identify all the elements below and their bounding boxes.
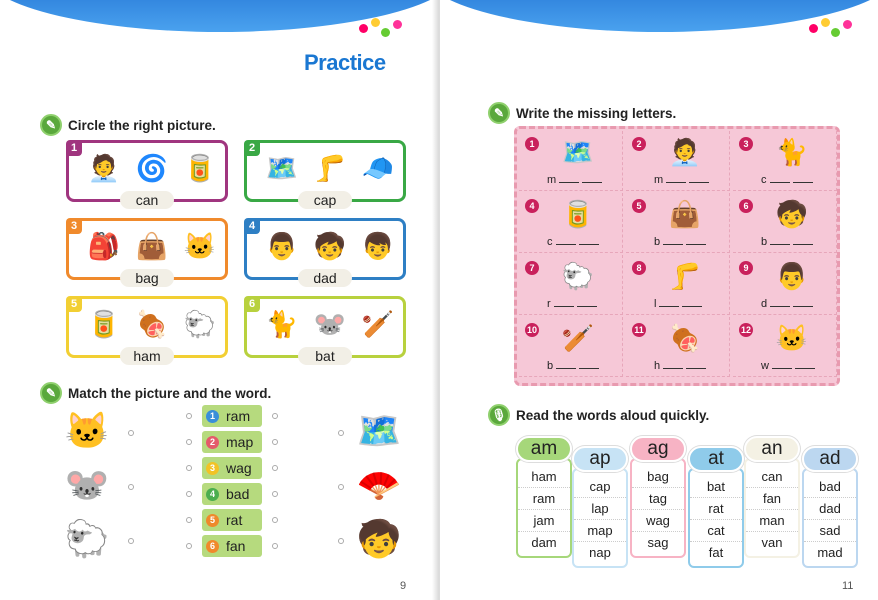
start-letter: w: [761, 360, 769, 372]
cell-number: 11: [632, 323, 646, 337]
cell-number: 4: [525, 199, 539, 213]
family-word: bat: [690, 476, 742, 498]
match-dot[interactable]: [272, 413, 278, 419]
missing-letter-cell: [626, 255, 730, 315]
match-dot[interactable]: [186, 543, 192, 549]
cell-picture: 👨: [775, 260, 809, 291]
match-word-number: 3: [206, 462, 219, 475]
match-word-number: 4: [206, 488, 219, 501]
blank-2[interactable]: [793, 175, 813, 183]
circle-item-2: [244, 140, 406, 208]
pencil-icon: ✎: [488, 102, 510, 124]
word-label: bag: [120, 269, 174, 287]
cell-picture: 🧒: [775, 198, 809, 229]
family-word: sad: [804, 520, 856, 542]
item-number: 1: [66, 140, 82, 156]
match-dot[interactable]: [272, 465, 278, 471]
start-letter: m: [654, 174, 664, 186]
cell-number: 9: [739, 261, 753, 275]
start-letter: m: [547, 174, 557, 186]
family-word: jam: [518, 510, 570, 532]
picture-row: [87, 305, 217, 343]
missing-letter-cell: [626, 317, 730, 377]
start-letter: l: [654, 298, 657, 310]
cell-picture: 🧑‍💼: [668, 136, 702, 167]
blank-1[interactable]: [772, 361, 792, 369]
match-word-number: 6: [206, 540, 219, 553]
blank-1[interactable]: [663, 361, 683, 369]
missing-letter-cell: [519, 255, 623, 315]
picture-option[interactable]: 🧒: [313, 231, 347, 261]
picture-row: [265, 305, 395, 343]
start-letter: d: [761, 298, 768, 310]
family-word: fat: [708, 545, 724, 560]
cell-picture: 🥫: [561, 198, 595, 229]
circle-item-6: [244, 296, 406, 364]
picture-option[interactable]: 🗺️: [265, 153, 299, 183]
cell-picture: 👜: [668, 198, 702, 229]
picture-option[interactable]: 🌀: [135, 153, 169, 183]
match-right-picture: 🪭: [356, 464, 402, 505]
family-heading: ad: [802, 446, 858, 472]
family-word: bad: [804, 476, 856, 498]
letter-line[interactable]: [761, 298, 813, 310]
match-word-label: rat: [226, 512, 243, 528]
page-title: Practice: [304, 50, 386, 75]
word-family-ap: [572, 446, 628, 568]
match-left-picture: 🐱: [64, 410, 110, 451]
match-word-label: wag: [226, 460, 252, 476]
picture-option[interactable]: 👦: [361, 231, 395, 261]
cell-number: 5: [632, 199, 646, 213]
blank-1[interactable]: [659, 299, 679, 307]
blank-1[interactable]: [556, 361, 576, 369]
cell-picture: 🐱: [775, 322, 809, 353]
cell-number: 2: [632, 137, 646, 151]
start-letter: h: [654, 360, 661, 372]
picture-option[interactable]: 👜: [135, 231, 169, 261]
blank-2[interactable]: [577, 299, 597, 307]
letter-line[interactable]: [761, 236, 813, 248]
match-word-label: map: [226, 434, 254, 450]
match-word: [202, 535, 262, 557]
cell-number: 8: [632, 261, 646, 275]
match-left-picture: 🐑: [64, 518, 110, 559]
picture-option[interactable]: 🐱: [183, 231, 217, 261]
cell-number: 10: [526, 325, 537, 335]
circle-item-4: [244, 218, 406, 286]
circle-item-1: [66, 140, 228, 208]
word-label: ham: [120, 347, 174, 365]
missing-letter-cell: [626, 131, 730, 191]
cell-picture: 🐈: [775, 136, 809, 167]
family-word: nap: [589, 545, 611, 560]
item-number: 4: [244, 218, 260, 234]
picture-option[interactable]: 🐈: [265, 309, 299, 339]
pencil-icon: ✎: [40, 382, 62, 404]
microphone-icon: 🎙: [488, 404, 510, 426]
family-word: wag: [632, 510, 684, 532]
page-number: 11: [842, 580, 854, 592]
picture-option[interactable]: 👨: [265, 231, 299, 261]
family-word: van: [761, 535, 783, 550]
cell-picture: 🗺️: [561, 136, 595, 167]
match-dot[interactable]: [338, 538, 344, 544]
match-word-label: ram: [226, 408, 251, 424]
match-dot[interactable]: [186, 465, 192, 471]
page-number: 9: [400, 580, 407, 592]
family-word: rat: [690, 498, 742, 520]
cell-number: 6: [739, 199, 753, 213]
picture-option[interactable]: 🧢: [361, 153, 395, 183]
family-word-list: [744, 458, 800, 558]
letter-line[interactable]: [547, 298, 597, 310]
picture-option[interactable]: 🦵: [313, 153, 347, 183]
missing-letter-cell: [733, 317, 837, 377]
missing-letter-cell: [733, 255, 837, 315]
blank-2[interactable]: [582, 175, 602, 183]
circle-item-3: [66, 218, 228, 286]
start-letter: r: [547, 298, 551, 310]
blank-1[interactable]: [554, 299, 574, 307]
family-word: can: [746, 466, 798, 488]
left-page: [0, 0, 436, 600]
word-label: can: [120, 191, 174, 209]
blank-2[interactable]: [686, 237, 706, 245]
picture-option[interactable]: 🐑: [183, 309, 217, 339]
family-word: fan: [746, 488, 798, 510]
blank-1[interactable]: [556, 237, 576, 245]
letter-line[interactable]: [654, 360, 706, 372]
start-letter: c: [547, 236, 553, 248]
blank-2[interactable]: [686, 361, 706, 369]
circle-item-5: [66, 296, 228, 364]
blank-1[interactable]: [770, 175, 790, 183]
family-word: dam: [531, 535, 557, 550]
match-word-number: 1: [206, 410, 219, 423]
cell-picture: 🏏: [561, 322, 595, 353]
match-dot[interactable]: [272, 543, 278, 549]
item-number: 3: [66, 218, 82, 234]
family-word: ham: [518, 466, 570, 488]
missing-letter-cell: [626, 193, 730, 253]
picture-row: [87, 227, 217, 265]
missing-letter-cell: [519, 131, 623, 191]
picture-row: [265, 149, 395, 187]
family-word: map: [574, 520, 626, 542]
word-label: dad: [298, 269, 352, 287]
family-word: sag: [647, 535, 669, 550]
item-number: 2: [244, 140, 260, 156]
blank-1[interactable]: [666, 175, 686, 183]
blank-2[interactable]: [579, 361, 599, 369]
family-word-list: [572, 468, 628, 568]
letter-line[interactable]: [547, 360, 599, 372]
family-word: man: [746, 510, 798, 532]
cell-picture: 🐑: [561, 260, 595, 291]
family-word: cap: [574, 476, 626, 498]
word-family-ag: [630, 436, 686, 558]
blank-2[interactable]: [579, 237, 599, 245]
match-word: [202, 457, 262, 479]
family-word: mad: [817, 545, 843, 560]
match-word-number: 2: [206, 436, 219, 449]
letter-line[interactable]: [547, 174, 602, 186]
family-word: tag: [632, 488, 684, 510]
match-dot[interactable]: [338, 430, 344, 436]
missing-letter-cell: [519, 317, 623, 377]
pencil-icon: ✎: [40, 114, 62, 136]
match-word: [202, 431, 262, 453]
match-dot[interactable]: [272, 439, 278, 445]
letter-line[interactable]: [547, 236, 599, 248]
read-section-label: Read the words aloud quickly.: [516, 407, 710, 423]
missing-letter-cell: [733, 131, 837, 191]
family-heading: at: [688, 446, 744, 472]
picture-option[interactable]: 🐭: [313, 309, 347, 339]
family-word-list: [688, 468, 744, 568]
item-number: 6: [244, 296, 260, 312]
letter-line[interactable]: [654, 298, 702, 310]
cell-number: 12: [740, 325, 751, 335]
blank-2[interactable]: [689, 175, 709, 183]
family-word: lap: [574, 498, 626, 520]
match-dot[interactable]: [186, 517, 192, 523]
match-word-label: bad: [226, 486, 250, 502]
picture-option[interactable]: 🥫: [87, 309, 121, 339]
family-word-list: [516, 458, 572, 558]
match-section-label: Match the picture and the word.: [68, 385, 272, 401]
family-heading: ag: [630, 436, 686, 462]
picture-option[interactable]: 🧑‍💼: [87, 153, 121, 183]
word-family-an: [744, 436, 800, 558]
picture-option[interactable]: 🎒: [87, 231, 121, 261]
word-family-am: [516, 436, 572, 558]
match-dot[interactable]: [128, 430, 134, 436]
cell-number: 7: [525, 261, 539, 275]
missing-letters-grid: [514, 126, 840, 386]
match-dot[interactable]: [272, 491, 278, 497]
family-heading: an: [744, 436, 800, 462]
family-heading: am: [516, 436, 572, 462]
start-letter: c: [761, 174, 767, 186]
picture-option[interactable]: 🏏: [361, 309, 395, 339]
blank-1[interactable]: [559, 175, 579, 183]
blank-2[interactable]: [682, 299, 702, 307]
match-dot[interactable]: [186, 439, 192, 445]
cell-number: 3: [739, 137, 753, 151]
match-dot[interactable]: [128, 484, 134, 490]
match-word: [202, 509, 262, 531]
blank-1[interactable]: [770, 237, 790, 245]
family-word: bag: [632, 466, 684, 488]
letter-line[interactable]: [654, 174, 709, 186]
cell-picture: 🦵: [668, 260, 702, 291]
match-word: [202, 483, 262, 505]
missing-letter-cell: [733, 193, 837, 253]
blank-2[interactable]: [795, 361, 815, 369]
cell-picture: 🍖: [668, 322, 702, 353]
blank-2[interactable]: [793, 299, 813, 307]
item-number: 5: [66, 296, 82, 312]
start-letter: b: [761, 236, 768, 248]
word-label: cap: [298, 191, 352, 209]
family-heading: ap: [572, 446, 628, 472]
letter-line[interactable]: [761, 174, 813, 186]
match-word-number: 5: [206, 514, 219, 527]
match-dot[interactable]: [186, 491, 192, 497]
missing-section-label: Write the missing letters.: [516, 105, 677, 121]
family-word: cat: [690, 520, 742, 542]
match-word-label: fan: [226, 538, 246, 554]
word-family-ad: [802, 446, 858, 568]
missing-section-title: [488, 102, 676, 124]
match-word: [202, 405, 262, 427]
letter-line[interactable]: [761, 360, 815, 372]
read-section-title: [488, 404, 709, 426]
blank-1[interactable]: [770, 299, 790, 307]
blank-1[interactable]: [663, 237, 683, 245]
match-right-picture: 🧒: [356, 518, 402, 559]
picture-option[interactable]: 🥫: [183, 153, 217, 183]
word-family-at: [688, 446, 744, 568]
match-left-picture: 🐭: [64, 464, 110, 505]
match-dot[interactable]: [272, 517, 278, 523]
circle-section-label: Circle the right picture.: [68, 117, 216, 133]
match-dot[interactable]: [186, 413, 192, 419]
flower-decoration: [355, 16, 415, 46]
start-letter: b: [654, 236, 661, 248]
circle-section-title: [40, 114, 216, 136]
picture-row: [87, 149, 217, 187]
flower-decoration: [805, 16, 865, 46]
match-section-title: [40, 382, 271, 404]
family-word-list: [630, 458, 686, 558]
cell-number: 1: [525, 137, 539, 151]
letter-line[interactable]: [654, 236, 706, 248]
match-dot[interactable]: [128, 538, 134, 544]
start-letter: b: [547, 360, 554, 372]
blank-2[interactable]: [793, 237, 813, 245]
family-word: ram: [518, 488, 570, 510]
word-label: bat: [298, 347, 352, 365]
match-right-picture: 🗺️: [356, 410, 402, 451]
family-word: dad: [804, 498, 856, 520]
picture-row: [265, 227, 395, 265]
picture-option[interactable]: 🍖: [135, 309, 169, 339]
missing-letter-cell: [519, 193, 623, 253]
match-dot[interactable]: [338, 484, 344, 490]
family-word-list: [802, 468, 858, 568]
